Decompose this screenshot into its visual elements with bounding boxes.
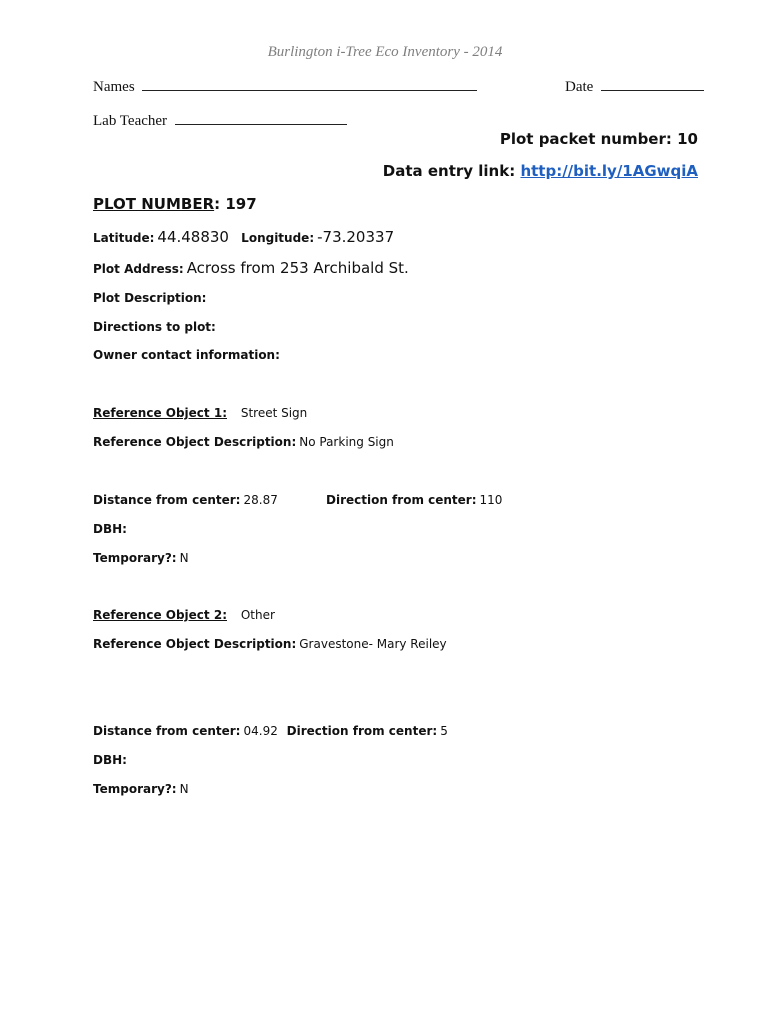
data-entry-link[interactable]: http://bit.ly/1AGwqiA bbox=[520, 162, 698, 180]
date-label: Date bbox=[565, 79, 594, 95]
ref2-type: Other bbox=[240, 608, 275, 622]
ref1-temporary-row bbox=[93, 551, 189, 565]
ref1-distance-value: 28.87 bbox=[243, 493, 278, 507]
ref1-distance-row bbox=[93, 493, 278, 507]
data-entry-link-row bbox=[383, 162, 698, 180]
plot-address-value: Across from 253 Archibald St. bbox=[186, 259, 409, 277]
longitude-label: Longitude: bbox=[241, 231, 315, 245]
ref1-description-value: No Parking Sign bbox=[299, 435, 394, 449]
ref2-distance-direction-row bbox=[93, 724, 448, 738]
plot-number bbox=[93, 195, 257, 213]
date-line[interactable] bbox=[601, 78, 704, 91]
ref2-description-row bbox=[93, 637, 447, 651]
names-line[interactable] bbox=[142, 78, 477, 91]
packet-number bbox=[500, 130, 698, 148]
names-field bbox=[93, 78, 477, 96]
latitude-label: Latitude: bbox=[93, 231, 155, 245]
ref2-direction-label: Direction from center: bbox=[286, 724, 438, 738]
lab-teacher-line[interactable] bbox=[175, 112, 347, 125]
ref1-title-row bbox=[93, 406, 307, 420]
date-field bbox=[565, 78, 704, 96]
directions-label: Directions to plot: bbox=[93, 320, 216, 334]
ref1-distance-label: Distance from center: bbox=[93, 493, 241, 507]
lab-teacher-field bbox=[93, 112, 347, 130]
ref1-description-row bbox=[93, 435, 394, 449]
data-entry-label: Data entry link: bbox=[382, 162, 516, 180]
ref2-title-row bbox=[93, 608, 275, 622]
ref2-description-label: Reference Object Description: bbox=[93, 637, 297, 651]
plot-number-value: : 197 bbox=[214, 195, 257, 213]
ref1-direction-label: Direction from center: bbox=[326, 493, 477, 507]
ref2-description-value: Gravestone- Mary Reiley bbox=[299, 637, 447, 651]
ref1-dbh-label: DBH: bbox=[93, 522, 127, 536]
ref2-distance-value: 04.92 bbox=[243, 724, 278, 738]
ref2-temporary-row bbox=[93, 782, 189, 796]
ref2-title: Reference Object 2: bbox=[93, 608, 227, 622]
plot-number-label: PLOT NUMBER bbox=[93, 195, 215, 213]
ref1-type: Street Sign bbox=[240, 406, 308, 420]
page-header: Burlington i-Tree Eco Inventory - 2014 bbox=[267, 44, 503, 60]
ref2-temporary-value: N bbox=[179, 782, 189, 796]
plot-address-row bbox=[93, 259, 409, 277]
packet-number-label: Plot packet number: bbox=[499, 130, 672, 148]
ref1-temporary-value: N bbox=[179, 551, 189, 565]
ref1-direction-value: 110 bbox=[479, 493, 503, 507]
longitude-value: -73.20337 bbox=[317, 228, 395, 246]
plot-address-label: Plot Address: bbox=[93, 262, 184, 276]
ref1-description-label: Reference Object Description: bbox=[93, 435, 297, 449]
ref1-title: Reference Object 1: bbox=[93, 406, 227, 420]
ref1-direction-row bbox=[326, 493, 502, 507]
owner-contact-label: Owner contact information: bbox=[93, 348, 280, 362]
ref2-dbh-label: DBH: bbox=[93, 753, 127, 767]
lab-teacher-label: Lab Teacher bbox=[93, 113, 168, 129]
ref2-temporary-label: Temporary?: bbox=[93, 782, 177, 796]
packet-number-value: 10 bbox=[677, 130, 698, 148]
ref2-direction-value: 5 bbox=[440, 724, 448, 738]
names-label: Names bbox=[93, 79, 135, 95]
latitude-value: 44.48830 bbox=[157, 228, 229, 246]
ref2-distance-label: Distance from center: bbox=[93, 724, 241, 738]
ref1-temporary-label: Temporary?: bbox=[93, 551, 177, 565]
plot-description-label: Plot Description: bbox=[93, 291, 207, 305]
coordinates-row bbox=[93, 228, 394, 246]
